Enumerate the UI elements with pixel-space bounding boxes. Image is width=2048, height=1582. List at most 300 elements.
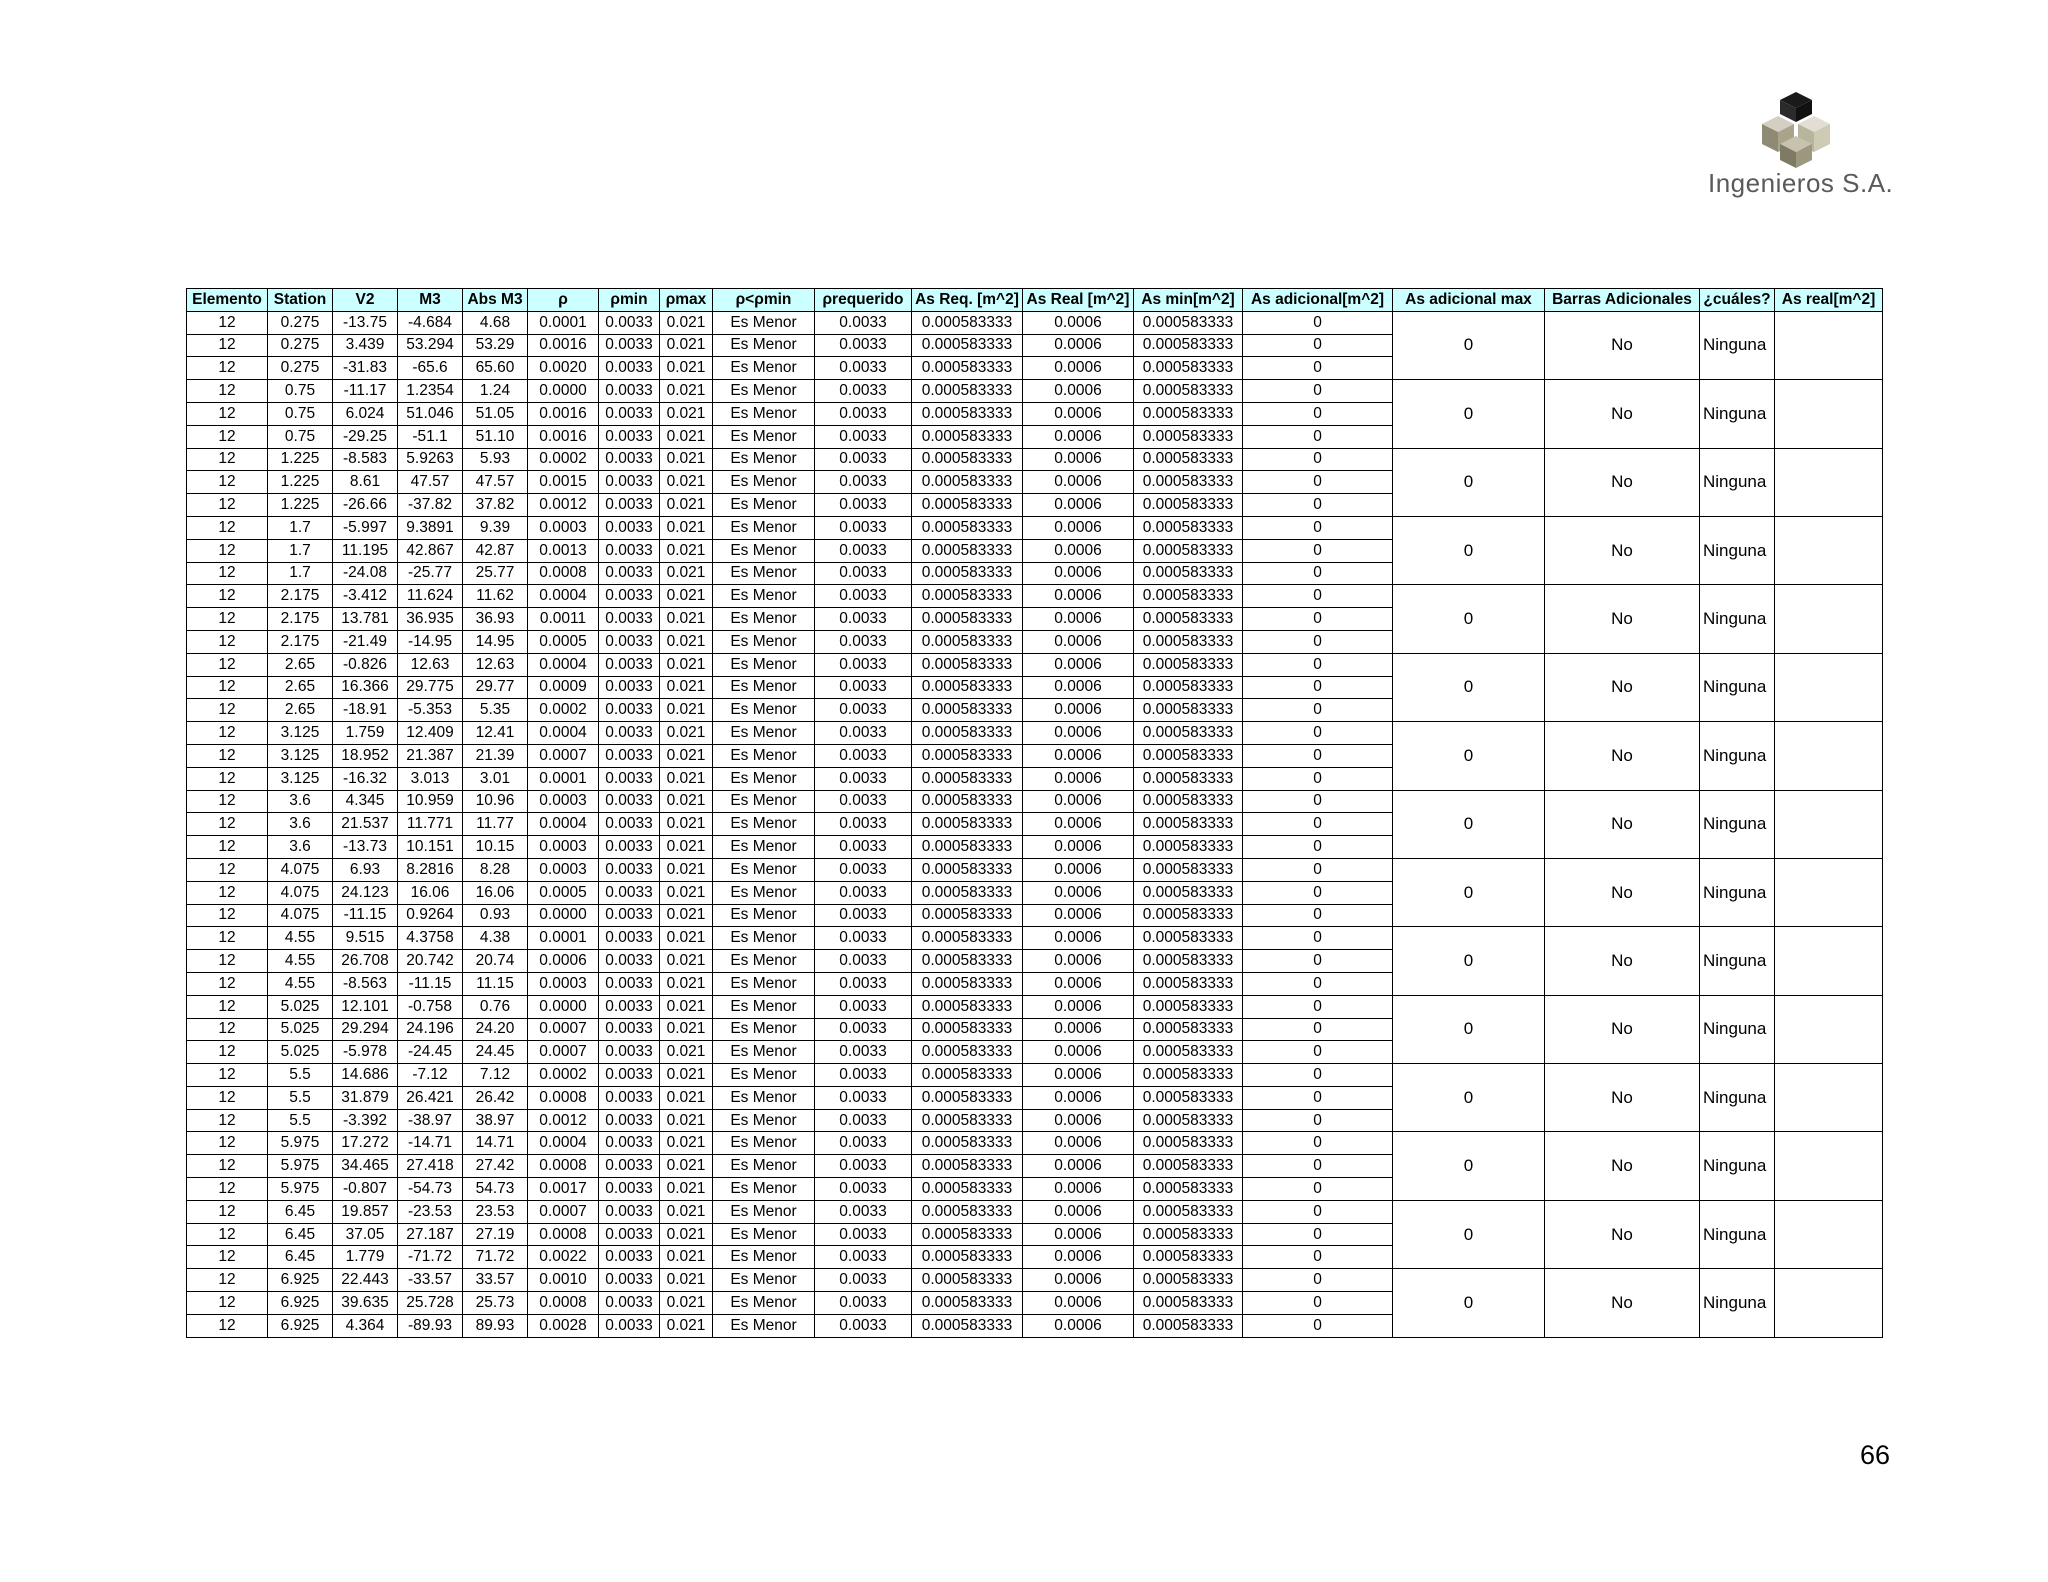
- table-row: [187, 858, 1883, 881]
- table-cell: 0: [1243, 1200, 1393, 1223]
- table-cell: 0.0008: [528, 1223, 599, 1246]
- table-cell: 0.9264: [398, 904, 463, 927]
- table-cell: 0.000583333: [912, 630, 1023, 653]
- table-cell: Es Menor: [713, 562, 815, 585]
- table-cell: Es Menor: [713, 699, 815, 722]
- group-barras-adicionales-cell: No: [1545, 995, 1700, 1063]
- table-cell: 0.021: [660, 1041, 713, 1064]
- table-cell: 0.021: [660, 357, 713, 380]
- table-cell: Es Menor: [713, 995, 815, 1018]
- table-cell: 0.0033: [815, 1018, 912, 1041]
- table-cell: 0.021: [660, 402, 713, 425]
- group-as-real-cell: [1775, 516, 1883, 584]
- table-cell: 12: [187, 448, 268, 471]
- column-header: Station: [268, 289, 333, 312]
- table-cell: 0.0009: [528, 676, 599, 699]
- table-cell: 0.000583333: [1134, 1086, 1243, 1109]
- table-cell: 0: [1243, 1178, 1393, 1201]
- table-cell: 0.000583333: [1134, 836, 1243, 859]
- table-cell: 0.0007: [528, 1200, 599, 1223]
- table-row: [187, 927, 1883, 950]
- table-cell: 0: [1243, 402, 1393, 425]
- table-cell: 12: [187, 608, 268, 631]
- table-cell: 10.151: [398, 836, 463, 859]
- table-cell: -4.684: [398, 311, 463, 334]
- table-cell: 0.021: [660, 562, 713, 585]
- table-cell: 0.000583333: [912, 448, 1023, 471]
- table-cell: 25.728: [398, 1292, 463, 1315]
- table-cell: 0.93: [463, 904, 528, 927]
- table-cell: Es Menor: [713, 1314, 815, 1337]
- table-cell: 12.63: [463, 653, 528, 676]
- table-cell: 0.000583333: [1134, 767, 1243, 790]
- table-cell: 0: [1243, 1314, 1393, 1337]
- group-barras-adicionales-cell: No: [1545, 448, 1700, 516]
- table-cell: 0.000583333: [1134, 790, 1243, 813]
- table-cell: 2.175: [268, 608, 333, 631]
- table-cell: 0.0006: [1023, 767, 1134, 790]
- table-cell: 0.0006: [1023, 927, 1134, 950]
- table-cell: 0.0006: [1023, 494, 1134, 517]
- table-cell: Es Menor: [713, 630, 815, 653]
- table-cell: 0.000583333: [1134, 402, 1243, 425]
- table-cell: 0.000583333: [912, 585, 1023, 608]
- table-cell: 0.000583333: [912, 1200, 1023, 1223]
- table-cell: 0.0033: [815, 471, 912, 494]
- table-cell: 0: [1243, 539, 1393, 562]
- table-cell: 0.0033: [599, 790, 660, 813]
- table-cell: 0.0002: [528, 1064, 599, 1087]
- table-cell: 0.0006: [1023, 1086, 1134, 1109]
- table-cell: 0.021: [660, 630, 713, 653]
- table-cell: -11.15: [333, 904, 398, 927]
- table-cell: 0.000583333: [912, 972, 1023, 995]
- table-cell: 0.0016: [528, 334, 599, 357]
- table-cell: 0.0015: [528, 471, 599, 494]
- table-cell: 0.021: [660, 927, 713, 950]
- table-cell: 0: [1243, 699, 1393, 722]
- table-cell: 12: [187, 995, 268, 1018]
- group-cuales-cell: Ninguna: [1700, 653, 1775, 721]
- table-cell: 8.61: [333, 471, 398, 494]
- table-cell: 25.73: [463, 1292, 528, 1315]
- table-cell: -11.17: [333, 380, 398, 403]
- table-cell: 0.0033: [815, 1086, 912, 1109]
- table-cell: 27.187: [398, 1223, 463, 1246]
- table-cell: 0.021: [660, 1314, 713, 1337]
- table-cell: 0: [1243, 471, 1393, 494]
- table-cell: 0.0006: [1023, 1064, 1134, 1087]
- table-cell: 0: [1243, 722, 1393, 745]
- table-cell: 0.000583333: [1134, 1200, 1243, 1223]
- table-cell: Es Menor: [713, 927, 815, 950]
- table-cell: 12: [187, 1086, 268, 1109]
- table-cell: 0.000583333: [912, 722, 1023, 745]
- table-cell: 0.0012: [528, 1109, 599, 1132]
- table-cell: 0.0033: [599, 950, 660, 973]
- table-cell: -0.826: [333, 653, 398, 676]
- table-cell: 4.55: [268, 950, 333, 973]
- table-cell: 0.000583333: [912, 744, 1023, 767]
- group-barras-adicionales-cell: No: [1545, 722, 1700, 790]
- table-cell: 24.123: [333, 881, 398, 904]
- table-cell: 0.000583333: [912, 904, 1023, 927]
- table-cell: 0.000583333: [912, 494, 1023, 517]
- table-cell: 12: [187, 744, 268, 767]
- table-cell: 0.0033: [599, 494, 660, 517]
- table-cell: 0.0003: [528, 836, 599, 859]
- table-row: [187, 585, 1883, 608]
- table-cell: 0.0033: [599, 1292, 660, 1315]
- table-cell: 0.0006: [1023, 585, 1134, 608]
- table-cell: 0.000583333: [912, 1246, 1023, 1269]
- table-cell: 0: [1243, 494, 1393, 517]
- column-header: As min[m^2]: [1134, 289, 1243, 312]
- table-cell: 1.225: [268, 471, 333, 494]
- table-cell: 0.0033: [599, 334, 660, 357]
- table-cell: 0.0033: [599, 744, 660, 767]
- table-cell: 0.0033: [815, 790, 912, 813]
- table-cell: 0.0017: [528, 1178, 599, 1201]
- table-cell: 5.5: [268, 1086, 333, 1109]
- table-cell: Es Menor: [713, 471, 815, 494]
- table-cell: 0: [1243, 790, 1393, 813]
- table-cell: 5.025: [268, 995, 333, 1018]
- table-row: [187, 1064, 1883, 1087]
- table-cell: 0.0033: [599, 1018, 660, 1041]
- table-cell: 0.0006: [1023, 699, 1134, 722]
- table-cell: -5.353: [398, 699, 463, 722]
- table-cell: 0.021: [660, 676, 713, 699]
- table-cell: -38.97: [398, 1109, 463, 1132]
- table-cell: 12: [187, 1314, 268, 1337]
- table-cell: 24.196: [398, 1018, 463, 1041]
- table-cell: 0.021: [660, 1178, 713, 1201]
- table-cell: Es Menor: [713, 516, 815, 539]
- table-cell: Es Menor: [713, 813, 815, 836]
- table-cell: -54.73: [398, 1178, 463, 1201]
- table-cell: 0.000583333: [1134, 1109, 1243, 1132]
- table-cell: 0.000583333: [1134, 562, 1243, 585]
- column-header: V2: [333, 289, 398, 312]
- table-cell: 0.000583333: [1134, 311, 1243, 334]
- table-cell: 0.0033: [815, 722, 912, 745]
- table-cell: 0.000583333: [912, 539, 1023, 562]
- group-barras-adicionales-cell: No: [1545, 1200, 1700, 1268]
- table-cell: 0.0033: [815, 1292, 912, 1315]
- table-cell: 0.021: [660, 995, 713, 1018]
- table-cell: 0.000583333: [1134, 448, 1243, 471]
- table-cell: 2.65: [268, 676, 333, 699]
- table-cell: 3.125: [268, 767, 333, 790]
- table-cell: 6.024: [333, 402, 398, 425]
- table-cell: 12.101: [333, 995, 398, 1018]
- table-cell: 0: [1243, 380, 1393, 403]
- table-cell: 0.0007: [528, 1041, 599, 1064]
- table-cell: 54.73: [463, 1178, 528, 1201]
- table-cell: 12: [187, 881, 268, 904]
- table-cell: 0.275: [268, 334, 333, 357]
- table-cell: 23.53: [463, 1200, 528, 1223]
- group-as-real-cell: [1775, 858, 1883, 926]
- table-cell: 11.624: [398, 585, 463, 608]
- table-cell: 12: [187, 311, 268, 334]
- table-cell: 12: [187, 1109, 268, 1132]
- table-cell: 12: [187, 676, 268, 699]
- group-as-adicional-max-cell: 0: [1393, 585, 1545, 653]
- table-cell: 0.021: [660, 539, 713, 562]
- table-cell: 39.635: [333, 1292, 398, 1315]
- table-cell: 0.000583333: [912, 1109, 1023, 1132]
- table-cell: 0.000583333: [1134, 722, 1243, 745]
- table-cell: 0.000583333: [1134, 1314, 1243, 1337]
- table-cell: 0.0000: [528, 995, 599, 1018]
- table-cell: 0.0033: [815, 448, 912, 471]
- group-as-real-cell: [1775, 653, 1883, 721]
- table-cell: 12.63: [398, 653, 463, 676]
- table-cell: 12: [187, 1269, 268, 1292]
- table-cell: -0.807: [333, 1178, 398, 1201]
- table-cell: 5.35: [463, 699, 528, 722]
- table-cell: 0.0006: [1023, 836, 1134, 859]
- table-cell: 0.021: [660, 1132, 713, 1155]
- table-cell: 0.0006: [1023, 1155, 1134, 1178]
- table-cell: 0.0033: [815, 950, 912, 973]
- table-cell: 0: [1243, 653, 1393, 676]
- table-cell: 5.025: [268, 1018, 333, 1041]
- table-cell: -16.32: [333, 767, 398, 790]
- table-cell: 0.0033: [815, 402, 912, 425]
- table-cell: 12: [187, 927, 268, 950]
- group-cuales-cell: Ninguna: [1700, 380, 1775, 448]
- table-cell: 0.0033: [599, 1269, 660, 1292]
- group-as-real-cell: [1775, 380, 1883, 448]
- table-cell: 0.000583333: [912, 699, 1023, 722]
- table-cell: 0.0006: [1023, 334, 1134, 357]
- table-cell: 12: [187, 972, 268, 995]
- table-cell: 0.0033: [599, 471, 660, 494]
- table-cell: Es Menor: [713, 334, 815, 357]
- table-cell: 0.000583333: [1134, 1155, 1243, 1178]
- table-cell: 0: [1243, 1155, 1393, 1178]
- table-cell: 4.345: [333, 790, 398, 813]
- table-cell: 0.000583333: [912, 1064, 1023, 1087]
- table-cell: 0.0006: [1023, 1246, 1134, 1269]
- table-cell: 0.000583333: [912, 858, 1023, 881]
- table-cell: 0.0006: [1023, 1178, 1134, 1201]
- table-cell: 0.0006: [1023, 881, 1134, 904]
- table-cell: 0.0033: [815, 972, 912, 995]
- table-cell: 0.000583333: [1134, 1064, 1243, 1087]
- group-as-real-cell: [1775, 722, 1883, 790]
- table-cell: 0.0033: [815, 334, 912, 357]
- table-cell: Es Menor: [713, 1064, 815, 1087]
- table-cell: 0.0004: [528, 722, 599, 745]
- logo-text: Ingenieros S.A.: [1708, 168, 1894, 198]
- table-cell: 6.45: [268, 1223, 333, 1246]
- table-cell: 0.0001: [528, 767, 599, 790]
- table-cell: 5.025: [268, 1041, 333, 1064]
- table-cell: 0.000583333: [912, 813, 1023, 836]
- table-cell: 0.0033: [599, 1246, 660, 1269]
- table-cell: 0.0033: [599, 1086, 660, 1109]
- table-cell: 0.000583333: [1134, 630, 1243, 653]
- table-cell: 5.975: [268, 1178, 333, 1201]
- group-barras-adicionales-cell: No: [1545, 927, 1700, 995]
- table-cell: 0.0033: [815, 653, 912, 676]
- table-cell: 0.000583333: [912, 425, 1023, 448]
- table-cell: 2.175: [268, 585, 333, 608]
- table-cell: 0.0016: [528, 402, 599, 425]
- group-barras-adicionales-cell: No: [1545, 790, 1700, 858]
- table-cell: 0.0033: [599, 1109, 660, 1132]
- table-cell: 0.000583333: [1134, 1223, 1243, 1246]
- table-cell: 0.021: [660, 1155, 713, 1178]
- table-cell: 0.000583333: [912, 1314, 1023, 1337]
- table-cell: 5.975: [268, 1155, 333, 1178]
- column-header: ρmin: [599, 289, 660, 312]
- table-cell: 14.71: [463, 1132, 528, 1155]
- table-cell: 0.0033: [599, 1041, 660, 1064]
- table-cell: 0.0007: [528, 744, 599, 767]
- table-cell: 0.0006: [1023, 357, 1134, 380]
- group-as-adicional-max-cell: 0: [1393, 1269, 1545, 1337]
- table-cell: 0: [1243, 562, 1393, 585]
- table-cell: 0.021: [660, 950, 713, 973]
- table-cell: 0.000583333: [912, 767, 1023, 790]
- table-cell: 12: [187, 562, 268, 585]
- table-cell: 0.021: [660, 1109, 713, 1132]
- table-cell: 0.0033: [599, 1064, 660, 1087]
- table-cell: Es Menor: [713, 881, 815, 904]
- table-cell: 12: [187, 516, 268, 539]
- group-cuales-cell: Ninguna: [1700, 311, 1775, 379]
- table-cell: 8.28: [463, 858, 528, 881]
- table-cell: 12: [187, 585, 268, 608]
- column-header: As Real [m^2]: [1023, 289, 1134, 312]
- table-cell: 0.0033: [815, 1041, 912, 1064]
- table-cell: 0.000583333: [912, 380, 1023, 403]
- table-cell: Es Menor: [713, 1269, 815, 1292]
- table-cell: 0.000583333: [1134, 539, 1243, 562]
- table-cell: 0.000583333: [1134, 927, 1243, 950]
- group-as-real-cell: [1775, 448, 1883, 516]
- table-cell: 0: [1243, 744, 1393, 767]
- table-cell: 0.0033: [599, 699, 660, 722]
- table-cell: 0: [1243, 972, 1393, 995]
- table-cell: -89.93: [398, 1314, 463, 1337]
- table-cell: 0: [1243, 448, 1393, 471]
- group-as-real-cell: [1775, 585, 1883, 653]
- table-cell: 0.0006: [1023, 1292, 1134, 1315]
- table-cell: 12: [187, 653, 268, 676]
- table-cell: 0.000583333: [1134, 585, 1243, 608]
- table-cell: 0.0006: [1023, 813, 1134, 836]
- group-as-adicional-max-cell: 0: [1393, 995, 1545, 1063]
- table-cell: 12: [187, 471, 268, 494]
- table-cell: 0.000583333: [1134, 471, 1243, 494]
- table-cell: 0.0033: [815, 1155, 912, 1178]
- table-cell: 0.0033: [815, 630, 912, 653]
- table-cell: 0.0033: [815, 311, 912, 334]
- table-cell: 0.000583333: [912, 995, 1023, 1018]
- group-as-real-cell: [1775, 927, 1883, 995]
- table-cell: 1.779: [333, 1246, 398, 1269]
- table-cell: 0: [1243, 1223, 1393, 1246]
- table-cell: 0.0033: [599, 904, 660, 927]
- table-row: [187, 1269, 1883, 1292]
- table-cell: 12: [187, 813, 268, 836]
- table-cell: 0.0003: [528, 790, 599, 813]
- table-cell: 42.867: [398, 539, 463, 562]
- table-cell: 5.9263: [398, 448, 463, 471]
- table-cell: Es Menor: [713, 1132, 815, 1155]
- table-cell: 0.0033: [599, 927, 660, 950]
- table-cell: 4.075: [268, 904, 333, 927]
- table-cell: 0.0006: [1023, 1132, 1134, 1155]
- table-cell: 0: [1243, 516, 1393, 539]
- table-cell: 0.000583333: [912, 1178, 1023, 1201]
- table-cell: 0.000583333: [1134, 1269, 1243, 1292]
- table-cell: 1.7: [268, 539, 333, 562]
- group-cuales-cell: Ninguna: [1700, 722, 1775, 790]
- table-cell: Es Menor: [713, 1109, 815, 1132]
- table-cell: 0.0006: [1023, 1018, 1134, 1041]
- table-cell: 9.39: [463, 516, 528, 539]
- table-cell: 0.0003: [528, 858, 599, 881]
- table-cell: 0.0006: [1023, 722, 1134, 745]
- table-cell: 0.0006: [1023, 311, 1134, 334]
- group-barras-adicionales-cell: No: [1545, 1064, 1700, 1132]
- table-cell: 4.55: [268, 972, 333, 995]
- table-cell: 0.0006: [1023, 562, 1134, 585]
- reinforcement-table: [186, 288, 1883, 1338]
- table-cell: -24.45: [398, 1041, 463, 1064]
- group-as-adicional-max-cell: 0: [1393, 1132, 1545, 1200]
- group-cuales-cell: Ninguna: [1700, 927, 1775, 995]
- column-header: M3: [398, 289, 463, 312]
- table-row: [187, 311, 1883, 334]
- table-cell: 0: [1243, 630, 1393, 653]
- table-cell: 0: [1243, 1109, 1393, 1132]
- table-cell: 0: [1243, 858, 1393, 881]
- column-header: ρ<ρmin: [713, 289, 815, 312]
- table-cell: 0.0033: [599, 995, 660, 1018]
- table-cell: -23.53: [398, 1200, 463, 1223]
- table-cell: 0.0016: [528, 425, 599, 448]
- table-cell: -11.15: [398, 972, 463, 995]
- group-as-adicional-max-cell: 0: [1393, 448, 1545, 516]
- table-cell: 0: [1243, 950, 1393, 973]
- table-cell: 0.75: [268, 425, 333, 448]
- table-cell: 51.046: [398, 402, 463, 425]
- table-cell: -51.1: [398, 425, 463, 448]
- table-cell: -31.83: [333, 357, 398, 380]
- table-row: [187, 516, 1883, 539]
- table-cell: 0.0001: [528, 311, 599, 334]
- table-cell: 0.000583333: [1134, 494, 1243, 517]
- column-header: ρ: [528, 289, 599, 312]
- table-cell: 8.2816: [398, 858, 463, 881]
- group-as-adicional-max-cell: 0: [1393, 1064, 1545, 1132]
- table-cell: 1.225: [268, 494, 333, 517]
- table-cell: 0.000583333: [1134, 950, 1243, 973]
- table-cell: 0.0020: [528, 357, 599, 380]
- table-cell: 1.7: [268, 562, 333, 585]
- table-cell: 0.021: [660, 1223, 713, 1246]
- group-as-adicional-max-cell: 0: [1393, 653, 1545, 721]
- table-cell: 4.68: [463, 311, 528, 334]
